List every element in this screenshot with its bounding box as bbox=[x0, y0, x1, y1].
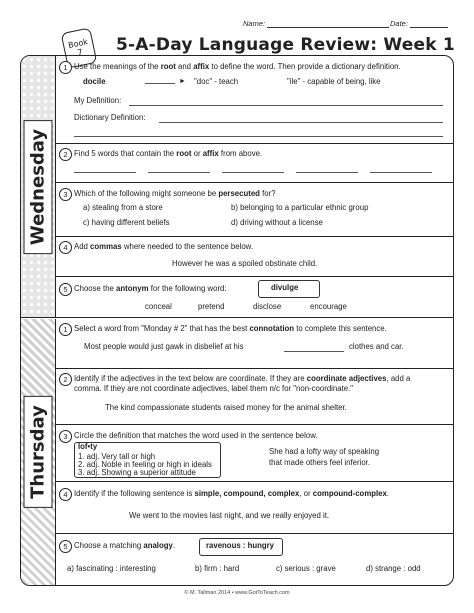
separator bbox=[55, 481, 453, 482]
affix-meaning: "ile" - capable of being, like bbox=[287, 77, 381, 86]
question-number: 3 bbox=[59, 188, 72, 201]
date-line[interactable] bbox=[410, 18, 448, 28]
arrow-icon: ► bbox=[179, 78, 186, 85]
separator bbox=[55, 143, 453, 144]
separator bbox=[55, 368, 453, 369]
name-field[interactable] bbox=[243, 18, 389, 28]
thursday-sidebar bbox=[21, 319, 56, 585]
answer-line[interactable] bbox=[370, 172, 432, 173]
answer-line[interactable] bbox=[129, 105, 443, 106]
answer-choice[interactable]: d) strange : odd bbox=[366, 564, 421, 573]
text: Select a word from "Monday # 2" that has the best bbox=[74, 324, 250, 333]
sentence: clothes and car. bbox=[349, 342, 404, 351]
bold-text: coordinate adjectives bbox=[306, 374, 387, 383]
text: to complete this sentence. bbox=[294, 324, 387, 333]
text: . bbox=[172, 541, 175, 550]
definition[interactable]: 2. adj. Noble in feeling or high in ideals bbox=[78, 460, 212, 469]
root-meaning: "doc" - teach bbox=[194, 77, 239, 86]
answer-line[interactable] bbox=[148, 172, 210, 173]
text: Which of the following might someone be bbox=[74, 189, 219, 198]
question-text bbox=[74, 541, 175, 551]
bold-text: root bbox=[176, 149, 192, 158]
question-text-line2: comma. If they are not coordinate adjectives, label them n/c for "non-coordinate." bbox=[74, 384, 354, 393]
question-number: 2 bbox=[59, 373, 72, 386]
target-word: docile bbox=[83, 77, 106, 86]
sentence: that made others feel inferior. bbox=[269, 458, 370, 467]
definition[interactable]: 3. adj. Showing a superior attitude bbox=[78, 468, 196, 477]
bold-text: simple, compound, complex bbox=[194, 489, 300, 498]
answer-choice[interactable]: pretend bbox=[198, 302, 225, 311]
day-divider bbox=[55, 317, 453, 318]
separator bbox=[55, 182, 453, 183]
sentence: Most people would just gawk in disbelief at his bbox=[84, 342, 244, 351]
book-word: Book bbox=[67, 37, 89, 51]
bold-text: affix bbox=[202, 149, 219, 158]
answer-choice[interactable]: a) fascinating : interesting bbox=[67, 564, 156, 573]
footer-credit: © M. Tallman 2014 • www.GotToTeach.com bbox=[184, 590, 290, 596]
question-text bbox=[74, 489, 389, 499]
text: . bbox=[386, 489, 390, 498]
question-text bbox=[74, 242, 253, 252]
question-number: 5 bbox=[59, 540, 72, 553]
answer-choice[interactable]: conceal bbox=[145, 302, 172, 311]
text: for? bbox=[259, 189, 276, 198]
text: for the following word: bbox=[148, 284, 227, 293]
name-label: Name: bbox=[243, 19, 266, 28]
answer-choice[interactable]: encourage bbox=[310, 302, 347, 311]
question-number: 1 bbox=[59, 61, 72, 74]
question-text bbox=[74, 62, 401, 72]
bold-text: analogy bbox=[143, 541, 173, 550]
answer-line[interactable] bbox=[74, 136, 443, 137]
bold-text: commas bbox=[90, 242, 122, 251]
answer-line[interactable] bbox=[74, 172, 136, 173]
question-number: 1 bbox=[59, 323, 72, 336]
text: Identify if the following sentence is bbox=[74, 489, 195, 498]
question-text bbox=[74, 149, 262, 159]
text: Choose a matching bbox=[74, 541, 144, 550]
question-text bbox=[74, 284, 227, 294]
separator bbox=[55, 533, 453, 534]
antonym-word: divulge bbox=[271, 283, 299, 292]
page-title: 5-A-Day Language Review: Week 1 bbox=[116, 35, 455, 55]
date-field[interactable] bbox=[390, 18, 448, 28]
bold-text: affix bbox=[193, 62, 210, 71]
bold-text: connotation bbox=[249, 324, 295, 333]
definition[interactable]: 1. adj. Very tall or high bbox=[78, 452, 156, 461]
separator bbox=[55, 236, 453, 237]
arrow-icon bbox=[145, 83, 175, 84]
analogy-pair: ravenous : hungry bbox=[206, 541, 275, 550]
answer-choice[interactable]: c) having different beliefs bbox=[83, 218, 170, 227]
bold-text: compound-complex bbox=[312, 489, 387, 498]
answer-line[interactable] bbox=[296, 172, 358, 173]
text: , add a bbox=[386, 374, 411, 383]
text: and bbox=[175, 62, 194, 71]
text: to define the word. Then provide a dictionary definition. bbox=[209, 62, 401, 71]
date-label: Date: bbox=[390, 19, 408, 28]
answer-choice[interactable]: d) driving without a license bbox=[231, 218, 323, 227]
bold-text: antonym bbox=[116, 284, 149, 293]
answer-line[interactable] bbox=[284, 351, 344, 352]
sentence: She had a lofty way of speaking bbox=[269, 447, 380, 456]
book-number: 7 bbox=[76, 47, 84, 58]
text: or bbox=[191, 149, 203, 158]
wednesday-sidebar bbox=[21, 56, 56, 318]
text: from above. bbox=[218, 149, 263, 158]
question-number: 5 bbox=[59, 283, 72, 296]
question-text bbox=[74, 189, 276, 199]
dictionary-word: lof•ty bbox=[78, 442, 98, 451]
answer-line[interactable] bbox=[159, 122, 443, 123]
sentence: The kind compassionate students raised money for the animal shelter. bbox=[105, 403, 347, 412]
thursday-label: Thursday bbox=[24, 396, 53, 508]
separator bbox=[55, 424, 453, 425]
text: Choose the bbox=[74, 284, 117, 293]
answer-choice[interactable]: c) serious : grave bbox=[276, 564, 336, 573]
text: , or bbox=[299, 489, 313, 498]
my-definition-label: My Definition: bbox=[74, 96, 122, 105]
sentence: However he was a spoiled obstinate child. bbox=[172, 259, 318, 268]
question-text bbox=[74, 324, 387, 334]
question-text: Circle the definition that matches the word used in the sentence below. bbox=[74, 431, 318, 440]
question-number: 2 bbox=[59, 148, 72, 161]
question-number: 4 bbox=[59, 488, 72, 501]
answer-choice[interactable]: b) firm : hard bbox=[195, 564, 240, 573]
question-text bbox=[74, 374, 410, 384]
answer-choice[interactable]: disclose bbox=[253, 302, 282, 311]
dictionary-definition-label: Dictionary Definition: bbox=[74, 113, 146, 122]
name-line[interactable] bbox=[267, 18, 389, 28]
text: Identify if the adjectives in the text below are coordinate. If they are bbox=[74, 374, 307, 383]
text: Use the meanings of the bbox=[74, 62, 161, 71]
answer-choice[interactable]: b) belonging to a particular ethnic group bbox=[231, 203, 369, 212]
bold-text: persecuted bbox=[218, 189, 260, 198]
question-number: 4 bbox=[59, 241, 72, 254]
text: where needed to the sentence below. bbox=[121, 242, 254, 251]
question-number: 3 bbox=[59, 430, 72, 443]
worksheet-frame bbox=[20, 55, 454, 586]
sentence: We went to the movies last night, and we really enjoyed it. bbox=[129, 511, 330, 520]
separator bbox=[55, 276, 453, 277]
wednesday-label: Wednesday bbox=[24, 119, 53, 253]
bold-text: root bbox=[160, 62, 176, 71]
text: Add bbox=[74, 242, 91, 251]
answer-line[interactable] bbox=[222, 172, 284, 173]
answer-choice[interactable]: a) stealing from a store bbox=[83, 203, 163, 212]
text: Find 5 words that contain the bbox=[74, 149, 177, 158]
